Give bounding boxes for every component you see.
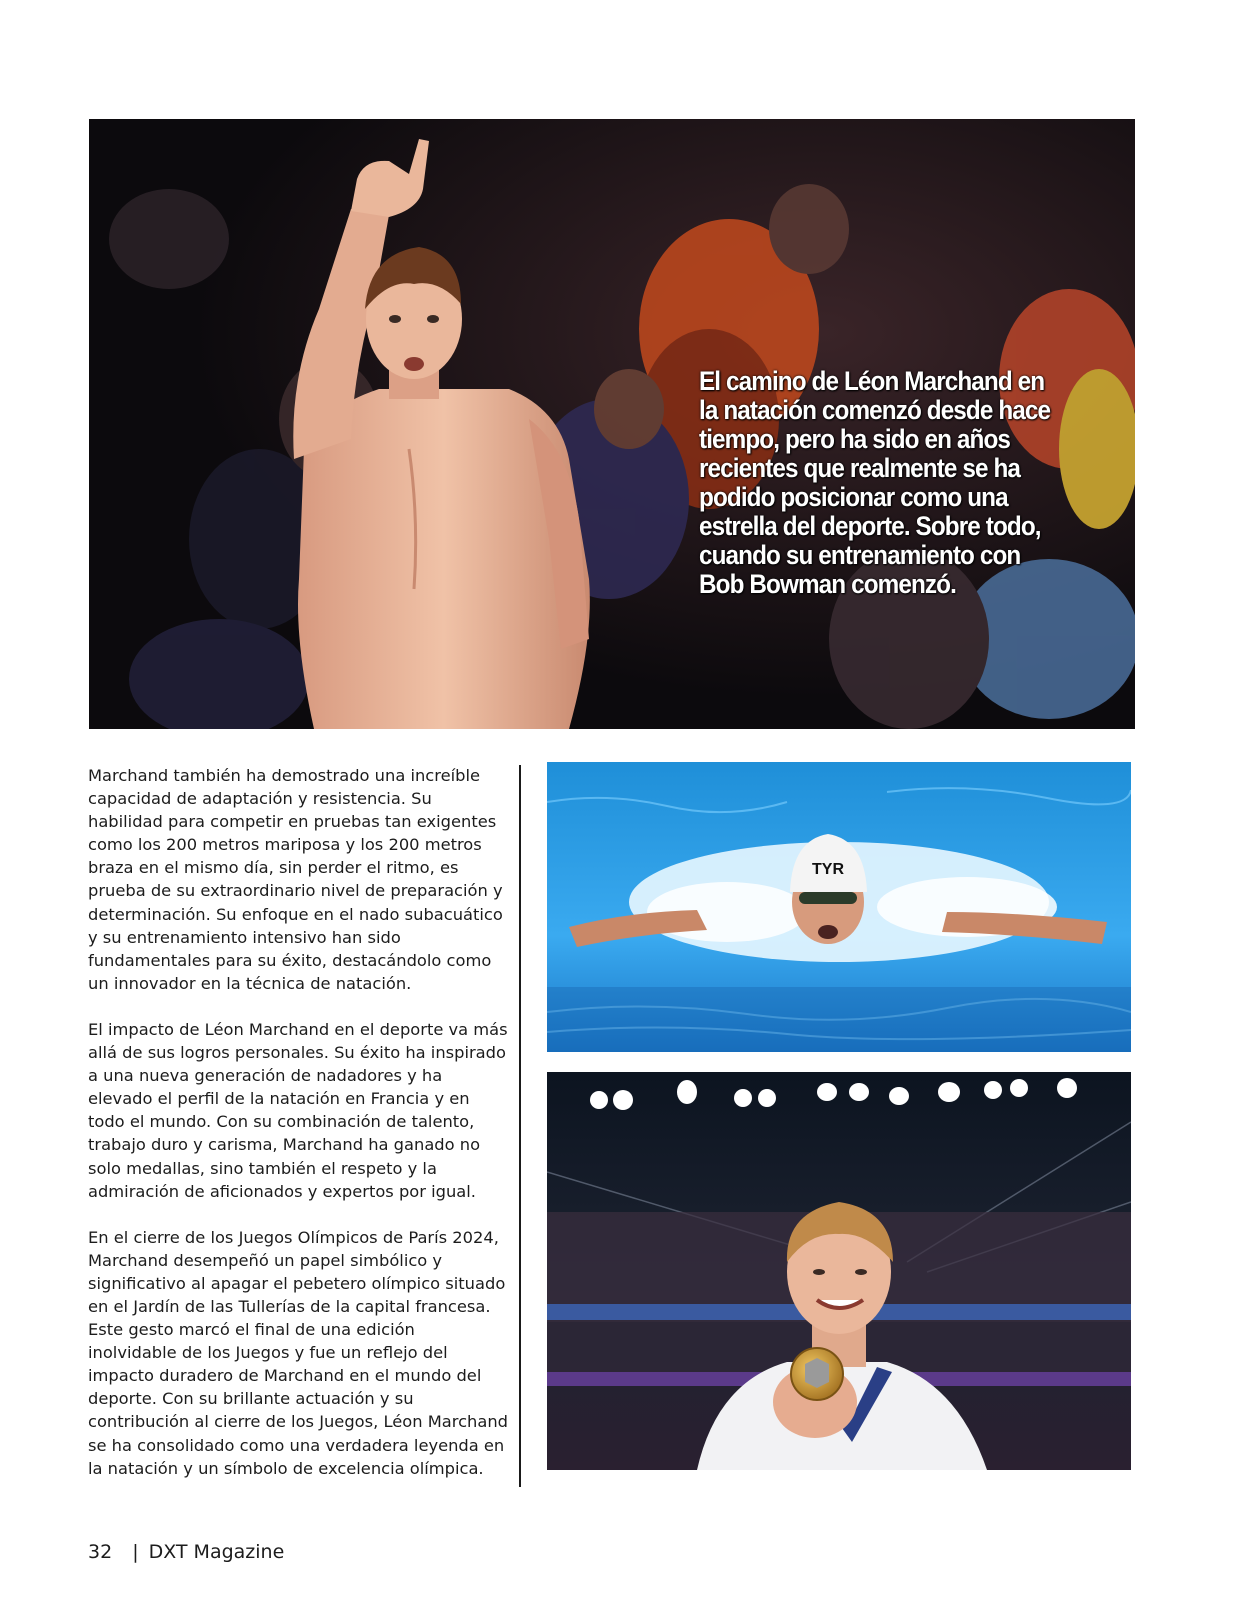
butterfly-swim-photo [547, 762, 1131, 1052]
cap-logo: TYR [812, 861, 844, 878]
pool-scene-image [547, 762, 1131, 1052]
column-divider [519, 765, 521, 1487]
article-paragraph-3: En el cierre de los Juegos Olímpicos de París 2024, Marchand desempeñó un papel simbólico y significativo al apagar el pebetero olímpico situado en el Jardín de las Tullerías de la capital francesa. Este gesto marcó el final de una edición inolvidable de los Juegos y fue un reflejo del impacto duradero de Marchand en el mundo del deporte. Con su brillante actuación y su contribución al cierre de los Juegos, Léon Marchand se ha consolidado como una verdadera leyenda en la natación y un símbolo de excelencia olímpica. [88, 1227, 508, 1478]
page-number: 32 [88, 1541, 113, 1563]
article-paragraph-1: Marchand también ha demostrado una increíble capacidad de adaptación y resistencia. Su habilidad para competir en pruebas tan exigentes como los 200 metros mariposa y los 200 metros braza en el mismo día, sin perder el ritmo, es prueba de su extraordinario nivel de preparación y determinación. Su enfoque en el nado subacuático y su entrenamiento intensivo han sido fundamentales para su éxito, destacándolo como un innovador en la técnica de natación. [88, 766, 503, 993]
page-footer [88, 1541, 284, 1563]
article-body [88, 764, 508, 1503]
article-paragraph-2: El impacto de Léon Marchand en el deporte va más allá de sus logros personales. Su éxito ha inspirado a una nueva generación de nadadores y ha elevado el perfil de la natación en Francia y en todo el mundo. Con su combinación de talento, trabajo duro y carisma, Marchand ha ganado no solo medallas, sino también el respeto y la admiración de aficionados y expertos por igual. [88, 1019, 508, 1201]
magazine-name: DXT Magazine [148, 1541, 285, 1563]
footer-separator: | [132, 1541, 139, 1563]
hero-pull-quote: El camino de Léon Marchand en la natación comenzó desde hace tiempo, pero ha sido en años recientes que realmente se ha podido posicionar como una estrella del deporte. Sobre todo, cuando su entrenamiento con Bob Bowman comenzó. [699, 366, 1051, 599]
medal-podium-image [547, 1072, 1131, 1470]
gold-medal-photo [547, 1072, 1131, 1470]
hero-photo [89, 119, 1135, 729]
